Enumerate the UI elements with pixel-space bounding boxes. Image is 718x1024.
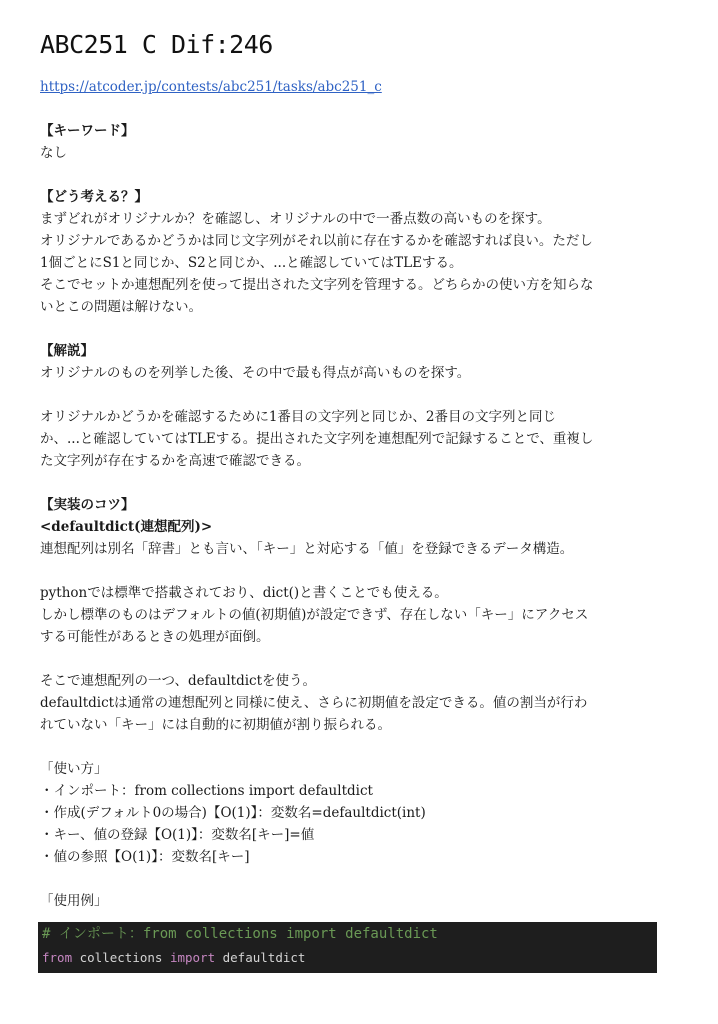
tips-paragraph: 連想配列は別名「辞書」とも言い、「キー」と対応する「値」を登録できるデータ構造。 [40,541,574,557]
document-page [40,28,680,912]
code-comment: # インポート：from collections import defaultdict [42,926,438,942]
tips-line: れていない「キー」には自動的に初期値が割り振られる。 [40,717,391,733]
code-imported-name: defaultdict [215,950,306,965]
usage-item: ・インポート：from collections import defaultdict [40,783,373,799]
usage-item: ・作成(デフォルト0の場合)【O(1)】：変数名=defaultdict(int) [40,805,426,821]
tips-line: defaultdictは通常の連想配列と同様に使え、さらに初期値を設定できる。値の割当が行わ [40,695,588,711]
keyword-body: なし [40,145,67,161]
tips-heading: 【実装のコツ】 [40,497,135,513]
explain-line: か、...と確認していてはTLEする。提出された文字列を連想配列で記録することで、重複し [40,431,594,447]
think-line: いとこの問題は解けない。 [40,299,202,315]
usage-item: ・値の参照【O(1)】：変数名[キー] [40,849,250,865]
think-line: まずどれがオリジナルか？を確認し、オリジナルの中で一番点数の高いものを探す。 [40,211,551,227]
tips-line: する可能性があるときの処理が面倒。 [40,629,270,645]
page-title: ABC251 C Dif:246 [40,30,273,59]
explain-paragraph: オリジナルのものを列挙した後、その中で最も得点が高いものを探す。 [40,365,471,381]
code-keyword-import: import [169,950,216,965]
think-line: 1個ごとにS1と同じか、S2と同じか、...と確認していてはTLEする。 [40,255,463,271]
explain-line: た文字列が存在するかを高速で確認できる。 [40,453,310,469]
code-block [38,922,657,973]
keyword-heading: 【キーワード】 [40,123,135,139]
code-module-name: collections [72,950,170,965]
usage-item: ・キー、値の登録【O(1)】：変数名[キー]=値 [40,827,315,843]
code-keyword-from: from [42,950,73,965]
tips-line: そこで連想配列の一つ、defaultdictを使う。 [40,673,317,689]
usage-heading: 「使い方」 [40,761,108,777]
tips-line: しかし標準のものはデフォルトの値(初期値)が設定できず、存在しない「キー」にアクセス [40,607,589,623]
explain-heading: 【解説】 [40,343,94,359]
think-heading: 【どう考える？】 [40,189,148,205]
code-import-line [42,949,305,967]
think-line: そこでセットか連想配列を使って提出された文字列を管理する。どちらかの使い方を知らな [40,277,594,293]
explain-line: オリジナルかどうかを確認するために1番目の文字列と同じか、2番目の文字列と同じ [40,409,557,425]
tips-line: pythonでは標準で搭載されており、dict()と書くことでも使える。 [40,585,448,601]
tips-subheading: <defaultdict(連想配列)> [40,519,213,535]
problem-link[interactable]: https://atcoder.jp/contests/abc251/tasks/abc251_c [40,79,382,95]
think-line: オリジナルであるかどうかは同じ文字列がそれ以前に存在するかを確認すれば良い。ただし [40,233,593,249]
example-heading: 「使用例」 [40,893,108,909]
